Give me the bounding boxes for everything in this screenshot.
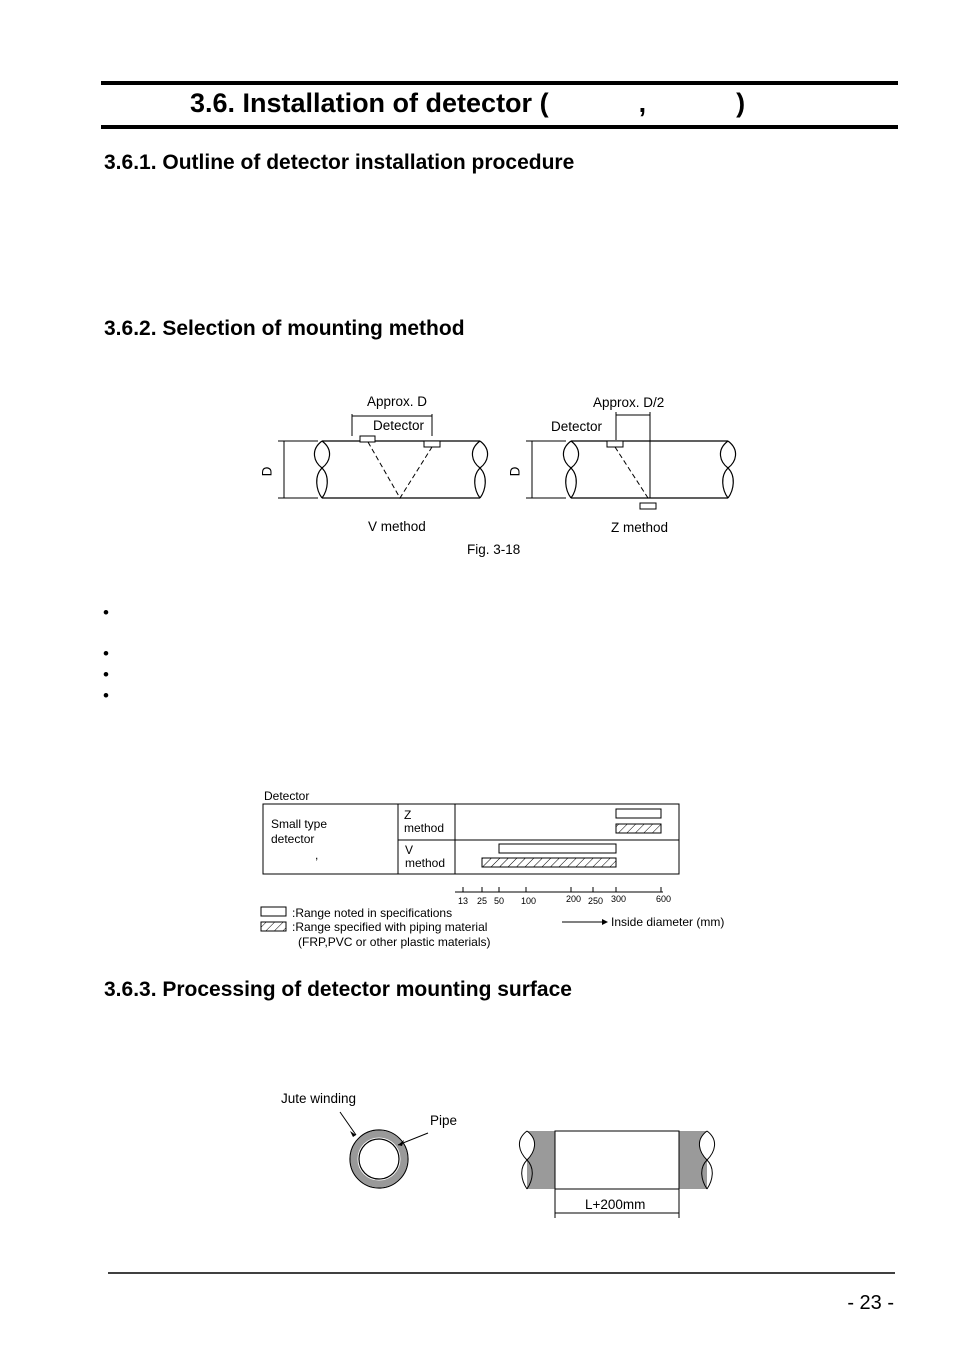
figure-3-18-label: Fig. 3-18 — [467, 542, 521, 557]
z-method-caption: Z method — [611, 520, 669, 535]
legend-piping-note: (FRP,PVC or other plastic materials) — [298, 935, 491, 949]
page-number: - 23 - — [847, 1292, 894, 1314]
legend-piping-text: :Range specified with piping material — [292, 920, 488, 934]
z-approx-label: Approx. D/2 — [593, 395, 665, 410]
axis-tick-label: 13 — [458, 896, 469, 906]
legend-spec-swatch — [261, 907, 286, 916]
z-piping-range-bar — [616, 824, 661, 833]
v-detector-right — [424, 441, 440, 447]
chart-header: Detector — [264, 789, 310, 803]
bullet-4: • — [103, 686, 109, 705]
bullet-3: • — [103, 665, 109, 684]
z-detector-top — [607, 441, 623, 447]
section-title: 3.6. Installation of detector ( , ) — [190, 88, 746, 118]
v-approx-label: Approx. D — [367, 394, 428, 409]
jute-winding-label: Jute winding — [281, 1091, 357, 1106]
v-detector-left — [360, 436, 375, 442]
v-d-label: D — [259, 466, 275, 477]
z-detector-label: Detector — [551, 419, 603, 434]
axis-tick-label: 25 — [477, 896, 488, 906]
row-label-line3: , — [315, 848, 319, 862]
axis-tick-label: 300 — [611, 894, 627, 904]
row-label-line2: detector — [271, 832, 315, 846]
z-method-label-2: method — [404, 821, 445, 835]
v-method-label-2: method — [405, 856, 446, 870]
length-label: L+200mm — [585, 1197, 646, 1212]
v-beam-path — [368, 442, 432, 498]
bullet-2: • — [103, 644, 109, 663]
pipe-label: Pipe — [430, 1113, 458, 1128]
v-method-label-1: V — [405, 843, 414, 857]
v-piping-range-bar — [482, 858, 616, 867]
v-spec-range-bar — [499, 844, 616, 853]
v-method-caption: V method — [368, 519, 426, 534]
axis-tick-label: 200 — [566, 894, 582, 904]
legend-spec-text: :Range noted in specifications — [292, 906, 453, 920]
z-detector-bottom — [640, 503, 656, 509]
row-label-line1: Small type — [271, 817, 328, 831]
z-d-label: D — [507, 466, 523, 477]
v-detector-label: Detector — [373, 418, 425, 433]
axis-tick-label: 100 — [521, 896, 537, 906]
legend-piping-swatch — [261, 922, 286, 931]
axis-label: Inside diameter (mm) — [611, 915, 725, 929]
z-beam-path — [615, 447, 648, 498]
v-method-pipe — [314, 441, 487, 498]
pipe-cross-section — [340, 1112, 428, 1188]
subsection-3-6-2-heading: 3.6.2. Selection of mounting method — [104, 317, 465, 340]
subsection-3-6-3-heading: 3.6.3. Processing of detector mounting surface — [104, 978, 572, 1001]
z-method-label-1: Z — [404, 808, 412, 822]
subsection-3-6-1-heading: 3.6.1. Outline of detector installation procedure — [104, 151, 575, 174]
axis-tick-label: 50 — [494, 896, 505, 906]
bullet-1: • — [103, 603, 109, 622]
z-spec-range-bar — [616, 809, 661, 818]
axis-tick-label: 600 — [656, 894, 672, 904]
axis-tick-label: 250 — [588, 896, 604, 906]
